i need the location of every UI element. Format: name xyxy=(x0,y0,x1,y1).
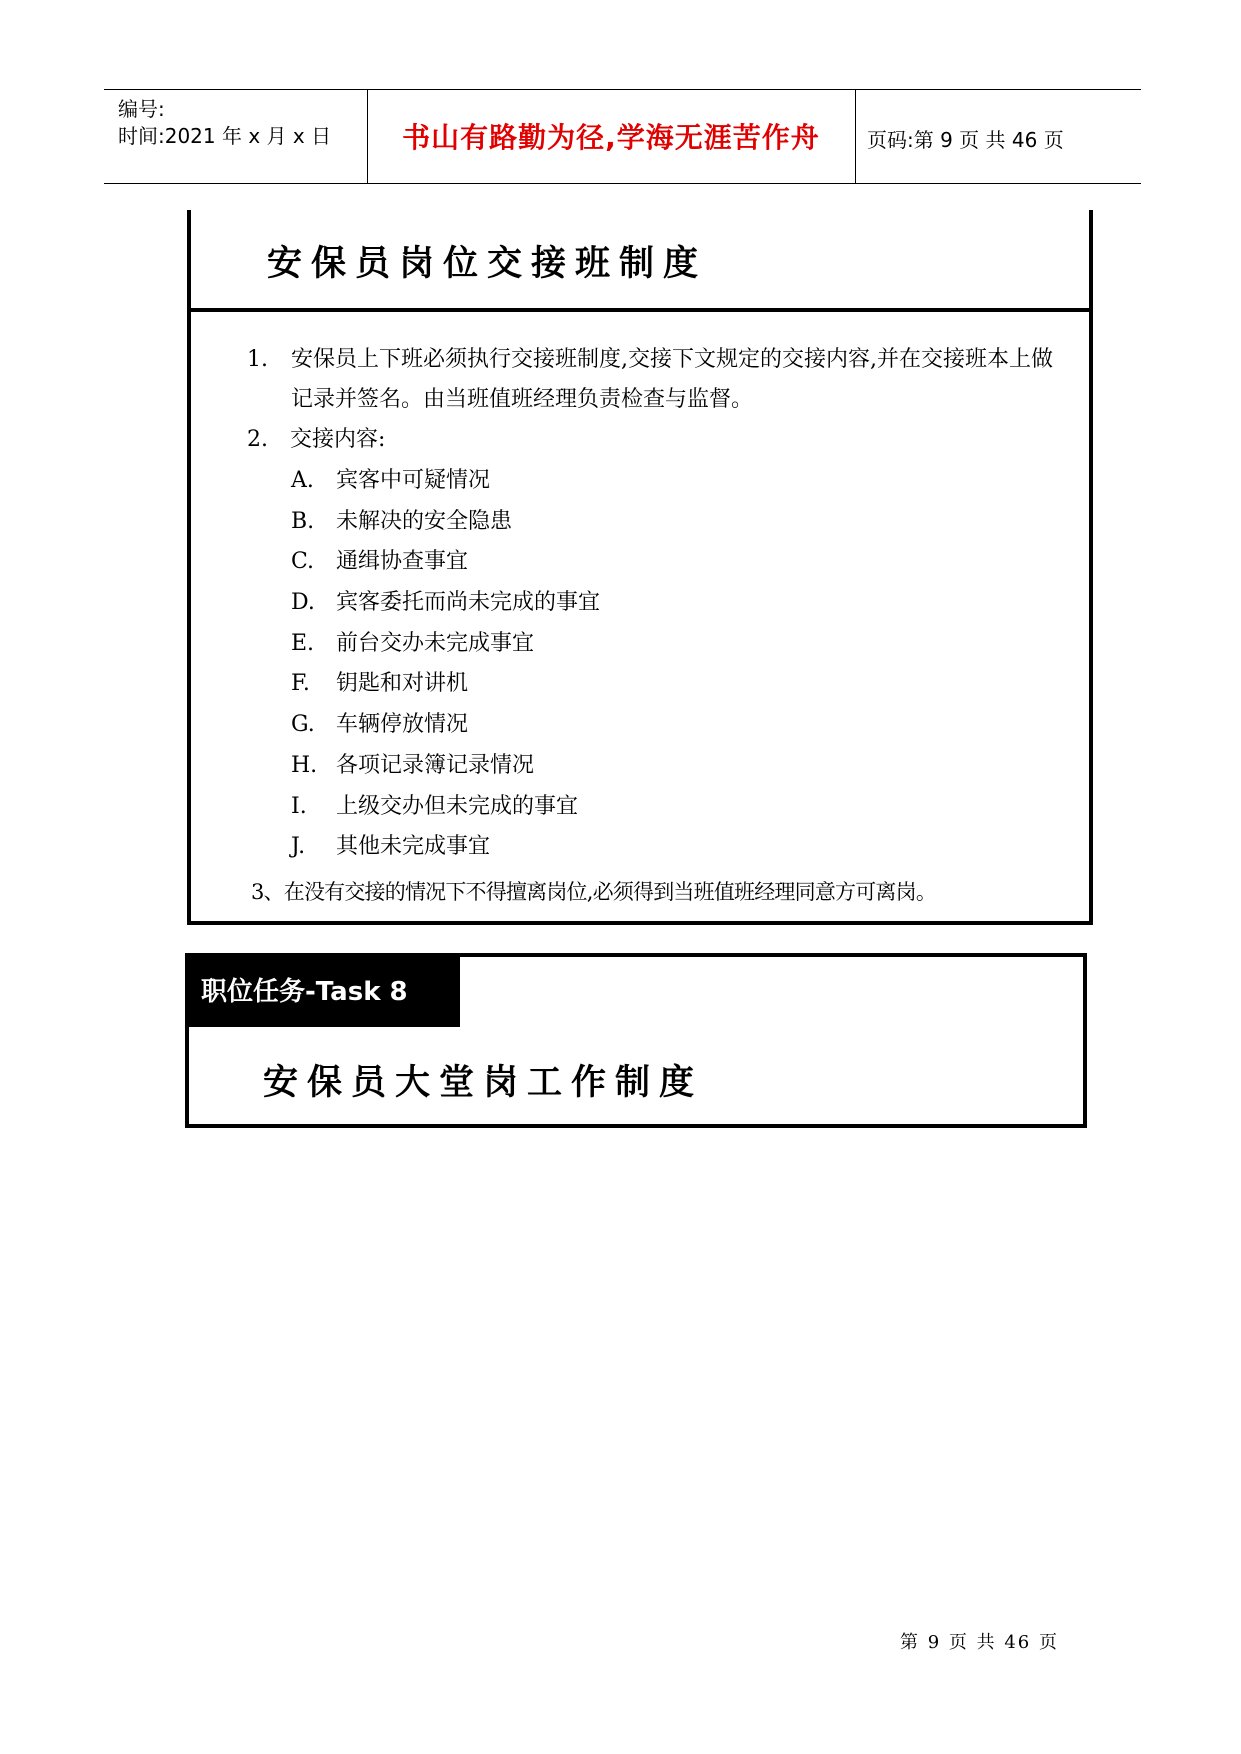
paragraph-2 xyxy=(247,420,385,460)
paragraph-2-text: 交接内容: xyxy=(290,427,386,452)
list-item xyxy=(291,502,600,543)
list-item-letter: J. xyxy=(291,834,306,860)
handover-items-list xyxy=(291,461,600,868)
list-item xyxy=(291,787,600,828)
list-item xyxy=(291,624,600,665)
task-label: 职位任务-Task 8 xyxy=(189,957,460,1027)
list-item-letter: I. xyxy=(291,793,307,819)
list-item-letter: F. xyxy=(291,671,310,697)
list-item xyxy=(291,461,600,502)
paragraph-1 xyxy=(247,340,1059,420)
list-item-text: 前台交办未完成事宜 xyxy=(336,630,535,656)
paragraph-1-number: 1. xyxy=(247,347,268,372)
list-item-text: 通缉协查事宜 xyxy=(336,549,469,575)
list-item-text: 宾客委托而尚未完成的事宜 xyxy=(336,590,601,616)
list-item-text: 上级交办但未完成的事宜 xyxy=(336,793,579,819)
list-item xyxy=(291,705,600,746)
list-item-text: 未解决的安全隐患 xyxy=(336,508,513,534)
section-title-bar xyxy=(191,210,1089,312)
list-item xyxy=(291,827,600,868)
section-lobby-box xyxy=(185,953,1087,1128)
header-motto: 书山有路勤为径,学海无涯苦作舟 xyxy=(402,121,820,154)
page-footer: 第 9 页 共 46 页 xyxy=(900,1632,1059,1653)
header-page-info: 页码:第 9 页 共 46 页 xyxy=(867,128,1064,152)
list-item-text: 宾客中可疑情况 xyxy=(336,468,491,493)
header-meta-cell xyxy=(104,90,368,183)
list-item-text: 其他未完成事宜 xyxy=(336,834,491,860)
list-item xyxy=(291,664,600,705)
list-item-letter: D. xyxy=(291,590,315,616)
list-item-text: 各项记录簿记录情况 xyxy=(336,752,535,778)
list-item-letter: C. xyxy=(291,549,315,575)
list-item-letter: A. xyxy=(291,468,314,493)
list-item-letter: H. xyxy=(291,752,318,778)
section-title: 安保员大堂岗工作制度 xyxy=(263,1063,704,1103)
list-item xyxy=(291,746,600,787)
list-item-letter: B. xyxy=(291,508,315,534)
header-page-cell xyxy=(855,90,1141,183)
list-item-letter: G. xyxy=(291,712,315,738)
list-item xyxy=(291,583,600,624)
document-number-label: 编号: xyxy=(118,97,165,121)
section-title: 安保员岗位交接班制度 xyxy=(267,244,708,284)
paragraph-1-text: 安保员上下班必须执行交接班制度,交接下文规定的交接内容,并在交接班本上做记录并签名。由当班值班经理负责检查与监督。 xyxy=(291,347,1053,412)
paragraph-3: 3、在没有交接的情况下不得擅离岗位,必须得到当班值班经理同意方可离岗。 xyxy=(251,880,937,904)
header-motto-cell xyxy=(367,90,856,183)
list-item xyxy=(291,542,600,583)
paragraph-2-number: 2. xyxy=(247,427,268,452)
section-handover-box xyxy=(187,210,1093,925)
list-item-text: 车辆停放情况 xyxy=(336,712,469,738)
section-content xyxy=(191,312,1089,919)
list-item-letter: E. xyxy=(291,630,315,656)
document-time-label: 时间:2021 年 x 月 x 日 xyxy=(118,124,332,148)
document-header xyxy=(104,89,1141,184)
list-item-text: 钥匙和对讲机 xyxy=(336,671,469,697)
